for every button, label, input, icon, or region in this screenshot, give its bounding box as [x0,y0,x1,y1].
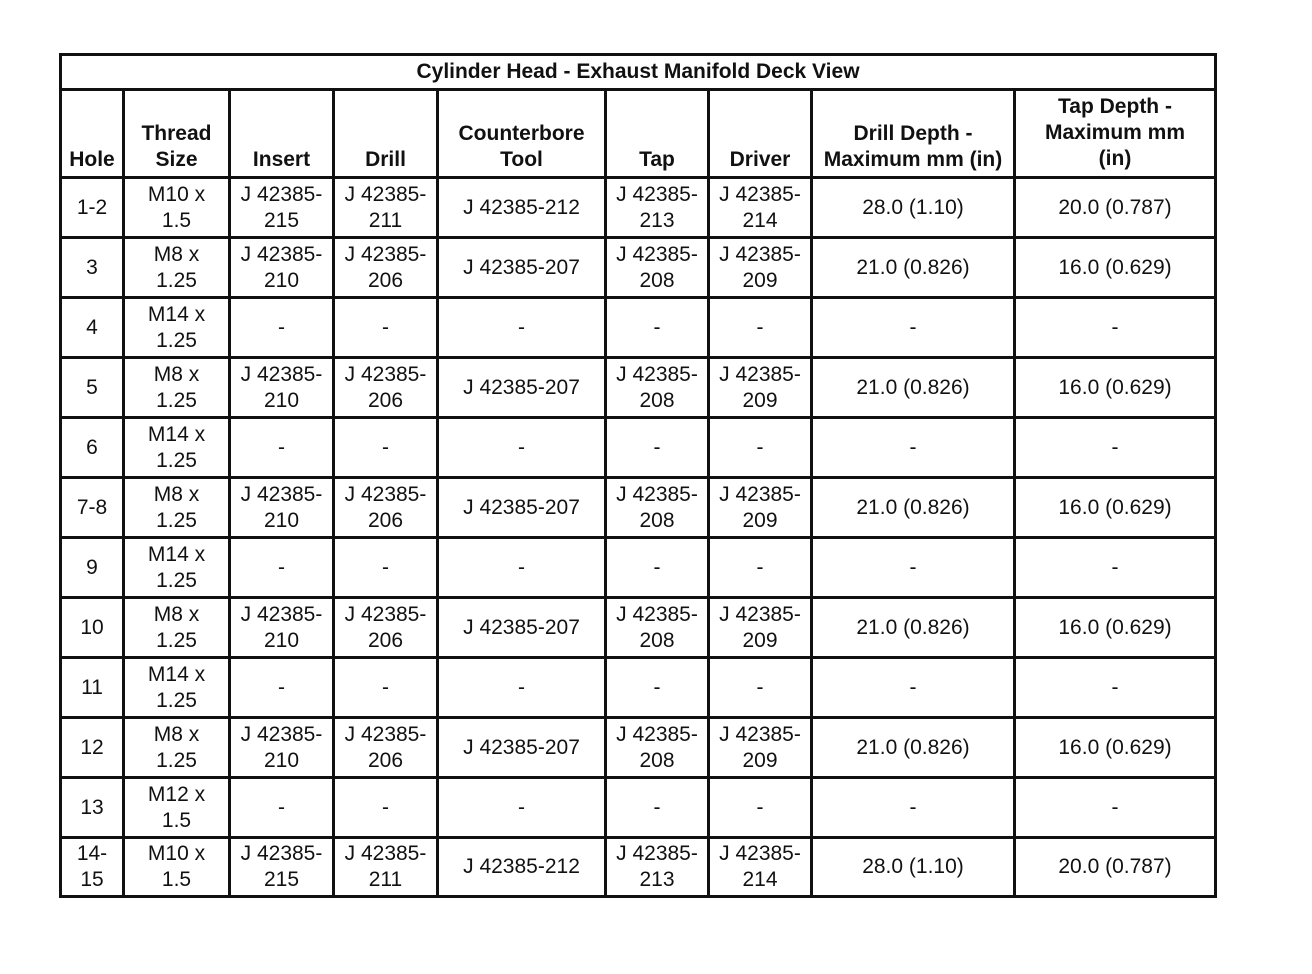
cell-drill-depth [812,538,1015,598]
cell-thread-size [124,718,230,778]
cell-counterbore-tool-text: - [518,795,525,819]
cell-tap [606,778,709,838]
cell-drill-depth-text: - [909,795,917,819]
cell-thread-size-text: M14 x 1.25 [147,542,206,592]
cell-thread-size-text: M8 x 1.25 [153,482,200,532]
cell-insert [230,718,334,778]
cell-tap-text: - [653,315,661,339]
cell-thread-size-text: M10 x 1.5 [147,842,206,891]
header-insert: Insert [230,90,334,178]
cell-driver [709,658,812,718]
cell-drill-depth [812,598,1015,658]
cell-drill-depth-text: 21.0 (0.826) [856,615,970,639]
cell-driver-text: - [756,555,764,579]
cell-insert-text: - [278,795,285,819]
cell-driver [709,358,812,418]
cell-tap [606,358,709,418]
cell-tap [606,718,709,778]
cell-insert-text: J 42385-215 [240,182,323,232]
cell-driver [709,178,812,238]
cell-hole [61,598,124,658]
cell-drill-text: J 42385-206 [344,242,427,292]
cell-tap-depth [1015,418,1216,478]
cell-insert [230,598,334,658]
cell-counterbore-tool-text: - [518,315,525,339]
cell-driver [709,478,812,538]
cell-driver [709,418,812,478]
cell-tap-depth-text: 16.0 (0.629) [1058,615,1172,639]
cell-tap-text: J 42385-208 [616,482,698,532]
cell-drill-text: J 42385-206 [344,482,427,532]
cell-tap-depth [1015,658,1216,718]
cell-tap-depth [1015,178,1216,238]
table-row [61,718,1216,778]
cell-thread-size [124,358,230,418]
cell-tap-depth-text: - [1111,795,1119,819]
cell-insert [230,358,334,418]
cell-hole [61,238,124,298]
cell-counterbore-tool [438,298,606,358]
cell-driver [709,538,812,598]
cell-drill-text: J 42385-206 [344,362,427,412]
cell-insert [230,538,334,598]
cell-hole-text: 13 [80,795,104,819]
cell-driver-text: J 42385-214 [719,182,801,232]
cell-drill-text: - [382,795,389,819]
cell-drill [334,598,438,658]
cell-counterbore-tool [438,778,606,838]
cell-driver [709,298,812,358]
cell-insert-text: - [278,435,285,459]
cell-thread-size [124,298,230,358]
table-row [61,658,1216,718]
cell-driver [709,778,812,838]
cell-insert [230,838,334,897]
cell-drill-depth-text: - [909,435,917,459]
cell-counterbore-tool [438,538,606,598]
cell-insert [230,418,334,478]
header-tap: Tap [606,90,709,178]
cell-counterbore-tool-text: - [518,675,525,699]
cell-insert [230,298,334,358]
cell-drill [334,778,438,838]
cell-thread-size [124,538,230,598]
cell-tap-depth-text: 16.0 (0.629) [1058,495,1172,519]
cell-tap [606,538,709,598]
cell-insert-text: J 42385-215 [240,842,323,891]
table-row [61,478,1216,538]
cell-hole [61,298,124,358]
cell-tap-depth-text: 20.0 (0.787) [1058,855,1172,878]
cell-hole-text: 1-2 [76,195,108,219]
cell-tap [606,658,709,718]
cell-drill-text: - [382,315,389,339]
cell-counterbore-tool-text: J 42385-207 [463,375,580,399]
cell-drill [334,658,438,718]
cell-thread-size-text: M8 x 1.25 [153,362,200,412]
cell-driver [709,718,812,778]
cell-tap-depth [1015,358,1216,418]
cell-drill-depth [812,238,1015,298]
cell-tap [606,238,709,298]
cell-drill [334,538,438,598]
cell-driver-text: J 42385-209 [719,482,801,532]
cell-driver-text: - [756,675,764,699]
cell-tap-depth [1015,838,1216,897]
cell-driver-text: J 42385-209 [719,242,801,292]
cell-drill-depth-text: - [909,555,917,579]
table-row [61,238,1216,298]
cell-tap-depth-text: 16.0 (0.629) [1058,375,1172,399]
cell-driver-text: - [756,435,764,459]
cell-thread-size [124,778,230,838]
cell-drill [334,418,438,478]
cell-drill [334,238,438,298]
cell-hole [61,658,124,718]
cell-tap-depth [1015,478,1216,538]
cell-drill-depth-text: 28.0 (1.10) [862,195,964,219]
cell-drill-depth [812,778,1015,838]
cell-drill-depth-text: - [909,315,917,339]
cell-counterbore-tool [438,358,606,418]
table-row [61,838,1216,897]
cell-thread-size [124,658,230,718]
cell-tap [606,478,709,538]
cell-counterbore-tool [438,238,606,298]
cell-hole-text: 9 [86,555,98,579]
table-row [61,778,1216,838]
cell-hole [61,178,124,238]
cell-hole-text: 3 [86,255,98,279]
cell-drill [334,718,438,778]
table-row [61,298,1216,358]
cell-hole [61,778,124,838]
cell-drill-text: - [382,435,389,459]
cell-drill-depth [812,298,1015,358]
header-drill: Drill [334,90,438,178]
cell-insert-text: J 42385-210 [240,242,323,292]
cell-hole [61,358,124,418]
cell-hole [61,538,124,598]
cell-thread-size-text: M14 x 1.25 [147,302,206,352]
cell-driver-text: - [756,795,764,819]
header-tap-depth-label: Tap Depth - Maximum mm (in) [1044,95,1186,170]
cell-tap-text: J 42385-213 [616,842,698,891]
header-thread-size-label: Thread Size [141,122,212,171]
cell-tap-text: J 42385-208 [616,362,698,412]
cell-tap [606,418,709,478]
cell-tap [606,598,709,658]
cell-drill-text: J 42385-206 [344,602,427,652]
cell-drill-depth [812,418,1015,478]
cell-hole [61,418,124,478]
cell-drill-depth [812,358,1015,418]
cell-tap-depth-text: - [1111,315,1119,339]
cell-thread-size [124,238,230,298]
cell-driver-text: J 42385-209 [719,602,801,652]
cell-tap-depth-text: 16.0 (0.629) [1058,255,1172,279]
cell-hole-text: 4 [86,315,98,339]
cell-thread-size [124,178,230,238]
cell-tap-depth [1015,298,1216,358]
cell-tap-depth [1015,778,1216,838]
cell-counterbore-tool [438,598,606,658]
cell-drill [334,178,438,238]
cell-counterbore-tool-text: J 42385-212 [463,855,580,878]
cell-thread-size-text: M8 x 1.25 [153,602,200,652]
cell-counterbore-tool [438,478,606,538]
cell-driver-text: J 42385-214 [719,842,801,891]
cell-drill-depth-text: - [909,675,917,699]
cell-drill-depth-text: 28.0 (1.10) [862,855,964,878]
cell-counterbore-tool [438,178,606,238]
cell-hole-text: 11 [81,675,103,699]
header-thread-size [124,90,230,178]
cell-insert-text: - [278,675,285,699]
cell-drill-text: - [382,555,389,579]
cell-thread-size-text: M10 x 1.5 [147,182,206,232]
cell-tap-depth [1015,238,1216,298]
cell-hole [61,718,124,778]
cell-driver [709,238,812,298]
cell-drill [334,838,438,897]
cell-insert [230,238,334,298]
cell-tap-text: - [653,675,661,699]
cell-thread-size-text: M8 x 1.25 [153,242,200,292]
cell-drill-text: - [382,675,389,699]
cell-hole-text: 6 [86,435,98,459]
cell-tap-depth [1015,718,1216,778]
cell-tap-text: - [653,435,661,459]
cell-hole [61,478,124,538]
cell-drill [334,478,438,538]
cell-tap [606,298,709,358]
table-row [61,538,1216,598]
cell-tap-depth [1015,598,1216,658]
cell-driver-text: - [756,315,764,339]
cell-counterbore-tool-text: J 42385-212 [463,195,580,219]
cell-tap-text: J 42385-208 [616,722,698,772]
cell-hole [61,838,124,897]
cell-thread-size [124,838,230,897]
cell-tap-depth [1015,538,1216,598]
cell-thread-size [124,418,230,478]
cell-driver-text: J 42385-209 [719,722,801,772]
cell-insert [230,178,334,238]
cell-insert-text: J 42385-210 [240,722,323,772]
cell-tap [606,838,709,897]
cell-driver-text: J 42385-209 [719,362,801,412]
cell-counterbore-tool-text: J 42385-207 [463,735,580,759]
cell-counterbore-tool-text: J 42385-207 [463,495,580,519]
cell-drill-depth-text: 21.0 (0.826) [856,735,970,759]
cell-hole-text: 14-15 [76,842,108,891]
cell-driver [709,598,812,658]
cell-drill-depth [812,478,1015,538]
cell-thread-size [124,478,230,538]
table-row [61,418,1216,478]
cell-insert [230,658,334,718]
cell-thread-size-text: M12 x 1.5 [147,782,206,832]
cell-hole-text: 12 [80,735,104,759]
cell-insert [230,778,334,838]
cell-driver [709,838,812,897]
cell-tap-text: - [653,555,661,579]
header-counterbore-tool [438,90,606,178]
cell-drill [334,358,438,418]
cell-thread-size-text: M14 x 1.25 [147,422,206,472]
cell-tap-text: - [653,795,661,819]
cell-tap-depth-text: 20.0 (0.787) [1058,195,1172,219]
header-tap-depth [1015,90,1216,178]
cell-drill-text: J 42385-211 [344,182,427,232]
cell-tap [606,178,709,238]
header-hole: Hole [61,90,124,178]
cell-counterbore-tool-text: J 42385-207 [463,615,580,639]
cell-tap-depth-text: - [1111,555,1119,579]
cell-tap-text: J 42385-213 [616,182,698,232]
cell-thread-size-text: M8 x 1.25 [153,722,200,772]
cell-thread-size-text: M14 x 1.25 [147,662,206,712]
cell-insert-text: - [278,315,285,339]
cell-counterbore-tool [438,418,606,478]
table-body [61,178,1216,897]
cell-hole-text: 7-8 [76,495,108,519]
cell-drill-depth-text: 21.0 (0.826) [856,375,970,399]
cell-drill-depth [812,838,1015,897]
cell-insert-text: J 42385-210 [240,602,323,652]
cell-drill-depth [812,178,1015,238]
cell-drill-depth [812,658,1015,718]
cell-drill [334,298,438,358]
cell-insert-text: J 42385-210 [240,482,323,532]
cell-counterbore-tool [438,838,606,897]
spec-table [59,53,1217,898]
cell-drill-depth [812,718,1015,778]
cell-tap-text: J 42385-208 [616,602,698,652]
cell-hole-text: 5 [86,375,98,399]
table-row [61,358,1216,418]
cell-tap-depth-text: - [1111,675,1119,699]
header-drill-depth-label: Drill Depth - Maximum mm (in) [823,122,1003,171]
cell-drill-depth-text: 21.0 (0.826) [856,255,970,279]
cell-counterbore-tool-text: J 42385-207 [463,255,580,279]
cell-counterbore-tool-text: - [518,555,525,579]
cell-insert [230,478,334,538]
table-row [61,178,1216,238]
cell-tap-depth-text: 16.0 (0.629) [1058,735,1172,759]
cell-drill-depth-text: 21.0 (0.826) [856,495,970,519]
cell-counterbore-tool [438,718,606,778]
cell-tap-text: J 42385-208 [616,242,698,292]
cell-insert-text: - [278,555,285,579]
cell-thread-size [124,598,230,658]
cell-drill-text: J 42385-211 [344,842,427,891]
cell-counterbore-tool-text: - [518,435,525,459]
cell-hole-text: 10 [80,615,104,639]
cell-insert-text: J 42385-210 [240,362,323,412]
header-drill-depth [812,90,1015,178]
cell-drill-text: J 42385-206 [344,722,427,772]
header-counterbore-label: Counterbore Tool [458,122,585,171]
table-row [61,598,1216,658]
table-title: Cylinder Head - Exhaust Manifold Deck View [61,55,1216,90]
header-driver: Driver [709,90,812,178]
cell-counterbore-tool [438,658,606,718]
cell-tap-depth-text: - [1111,435,1119,459]
